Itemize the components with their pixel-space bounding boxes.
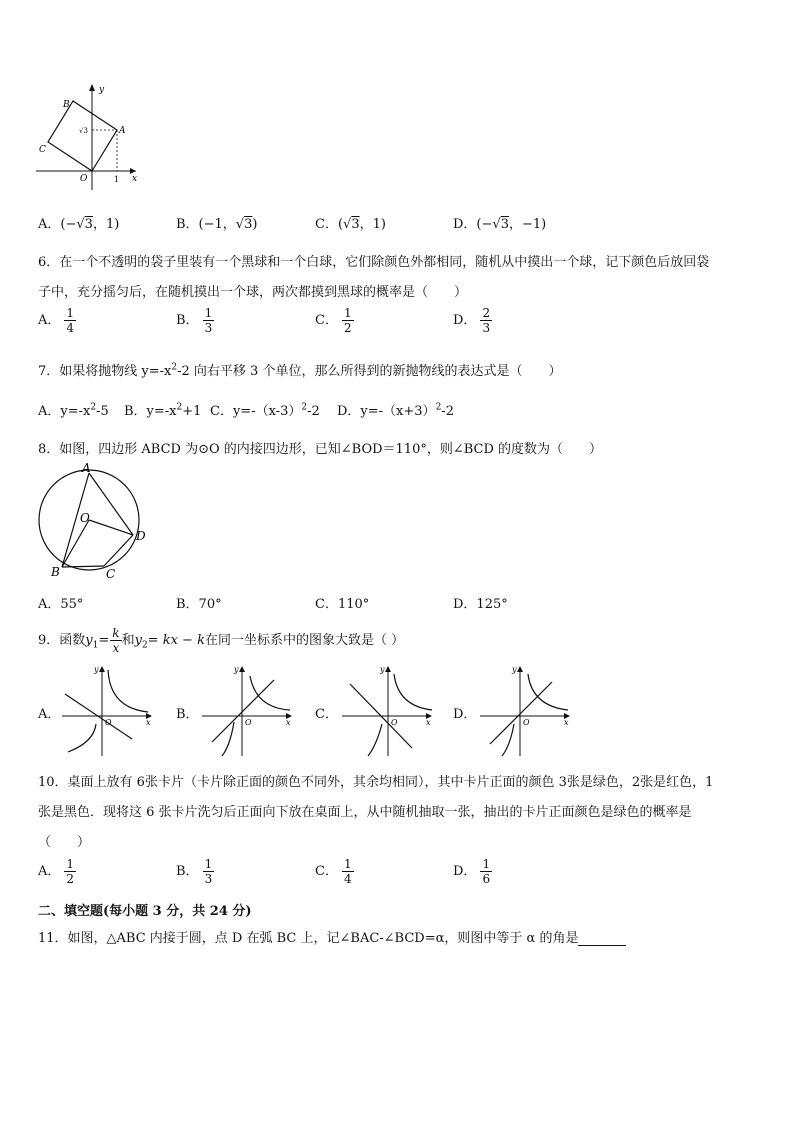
q8-option-b[interactable]: B．70° <box>176 597 222 612</box>
q5-coordinate-figure <box>36 80 146 192</box>
q9-option-a[interactable]: A． <box>38 707 61 722</box>
section-heading: 二、填空题(每小题 3 分，共 24 分) <box>38 904 252 919</box>
q6-option-c[interactable]: C． $\frac{1}{2}$ <box>315 306 352 335</box>
point-a-label: A <box>119 126 126 136</box>
q10-text-line3: （ ） <box>38 835 91 850</box>
svg-text:O: O <box>105 718 112 727</box>
svg-text:x: x <box>426 718 431 727</box>
x-axis-label: x <box>132 174 138 184</box>
point-b-label: B <box>51 565 60 579</box>
svg-text:y: y <box>94 665 99 674</box>
q8-text: 8．如图，四边形 ABCD 为⊙O 的内接四边形，已知∠BOD＝110°，则∠BCD 的度数为（ ） <box>38 442 603 457</box>
q10-text-line1: 10．桌面上放有 6张卡片（卡片除正面的颜色不同外，其余均相同），其中卡片正面的颜色 3张是绿色，2张是红色，1 <box>38 775 714 790</box>
q9-text: 9．函数$y_1=$ $\frac{k}{x}$ 和$y_2=$ kx − k在同一坐标系中的图象大致是（ ） <box>38 626 405 655</box>
svg-text:x: x <box>286 718 291 727</box>
svg-text:O: O <box>523 718 530 727</box>
answer-blank[interactable] <box>578 933 626 946</box>
q10-text-line2: 张是黑色．现将这 6 张卡片洗匀后正面向下放在桌面上，从中随机抽取一张，抽出的卡片正面颜色是绿色的概率是 <box>38 805 692 820</box>
q9-option-d[interactable]: D． <box>453 707 477 722</box>
point-b-label: B <box>63 100 70 110</box>
q8-option-a[interactable]: A．55° <box>38 597 84 612</box>
q9-graph-b <box>200 662 296 758</box>
sqrt3-label: √3 <box>79 127 88 135</box>
q9-option-c[interactable]: C． <box>315 707 338 722</box>
q9-graph-c <box>340 662 436 758</box>
svg-text:O: O <box>391 718 398 727</box>
tick-one-label: 1 <box>114 175 120 184</box>
svg-text:y: y <box>380 665 385 674</box>
q10-option-c[interactable]: C． $\frac{1}{4}$ <box>315 857 352 886</box>
q9-graph-a <box>60 662 156 758</box>
q6-option-a[interactable]: A． $\frac{1}{4}$ <box>38 306 75 335</box>
origin-label: O <box>80 174 88 184</box>
q6-option-b[interactable]: B． $\frac{1}{3}$ <box>176 306 213 335</box>
svg-text:O: O <box>245 718 252 727</box>
q8-circle-figure <box>34 460 154 585</box>
q8-option-c[interactable]: C．110° <box>315 597 370 612</box>
q5-option-d[interactable]: D．(−√3，−1) <box>453 217 547 232</box>
svg-text:y: y <box>512 665 517 674</box>
q6-text-line1: 6．在一个不透明的袋子里装有一个黑球和一个白球，它们除颜色外都相同，随机从中摸出一个球，记下颜色后放回袋 <box>38 255 710 270</box>
q10-option-b[interactable]: B． $\frac{1}{3}$ <box>176 857 213 886</box>
svg-text:y: y <box>234 665 239 674</box>
q5-option-c[interactable]: C．(√3，1) <box>315 217 386 232</box>
q9-graph-d <box>478 662 574 758</box>
q8-option-d[interactable]: D．125° <box>453 597 508 612</box>
q5-option-a[interactable]: A．(−√3，1) <box>38 217 120 232</box>
q7-option-c[interactable]: C．$y=-(x-3)^2-2$ <box>210 402 320 419</box>
q10-option-a[interactable]: A． $\frac{1}{2}$ <box>38 857 75 886</box>
point-c-label: C <box>106 567 116 581</box>
q6-text-line2: 子中，充分摇匀后，在随机摸出一个球，两次都摸到黑球的概率是（ ） <box>38 285 468 300</box>
q7-option-b[interactable]: B．$y=-x^2+1$ <box>124 402 202 419</box>
q7-text: 7．如果将抛物线 $y=-x^2-2$ 向右平移 3 个单位，那么所得到的新抛物线的表达式是（ ） <box>38 362 562 379</box>
center-o-label: O <box>80 511 90 525</box>
y-axis-label: y <box>99 85 105 95</box>
point-a-label: A <box>82 461 91 475</box>
point-d-label: D <box>136 529 146 543</box>
svg-text:x: x <box>146 718 151 727</box>
q7-option-a[interactable]: A．$y=-x^2-5$ <box>38 402 109 419</box>
q11-text: 11．如图，△ABC 内接于圆，点 D 在弧 BC 上，记∠BAC-∠BCD=α，则图中等于 α 的角是 <box>38 927 626 946</box>
point-c-label: C <box>39 145 46 155</box>
q9-option-b[interactable]: B． <box>176 707 199 722</box>
svg-text:x: x <box>564 718 569 727</box>
q10-option-d[interactable]: D． $\frac{1}{6}$ <box>453 857 491 886</box>
q5-option-b[interactable]: B．(−1，√3) <box>176 217 258 232</box>
q6-option-d[interactable]: D． $\frac{2}{3}$ <box>453 306 491 335</box>
q7-option-d[interactable]: D．$y=-(x+3)^2-2$ <box>337 402 454 419</box>
